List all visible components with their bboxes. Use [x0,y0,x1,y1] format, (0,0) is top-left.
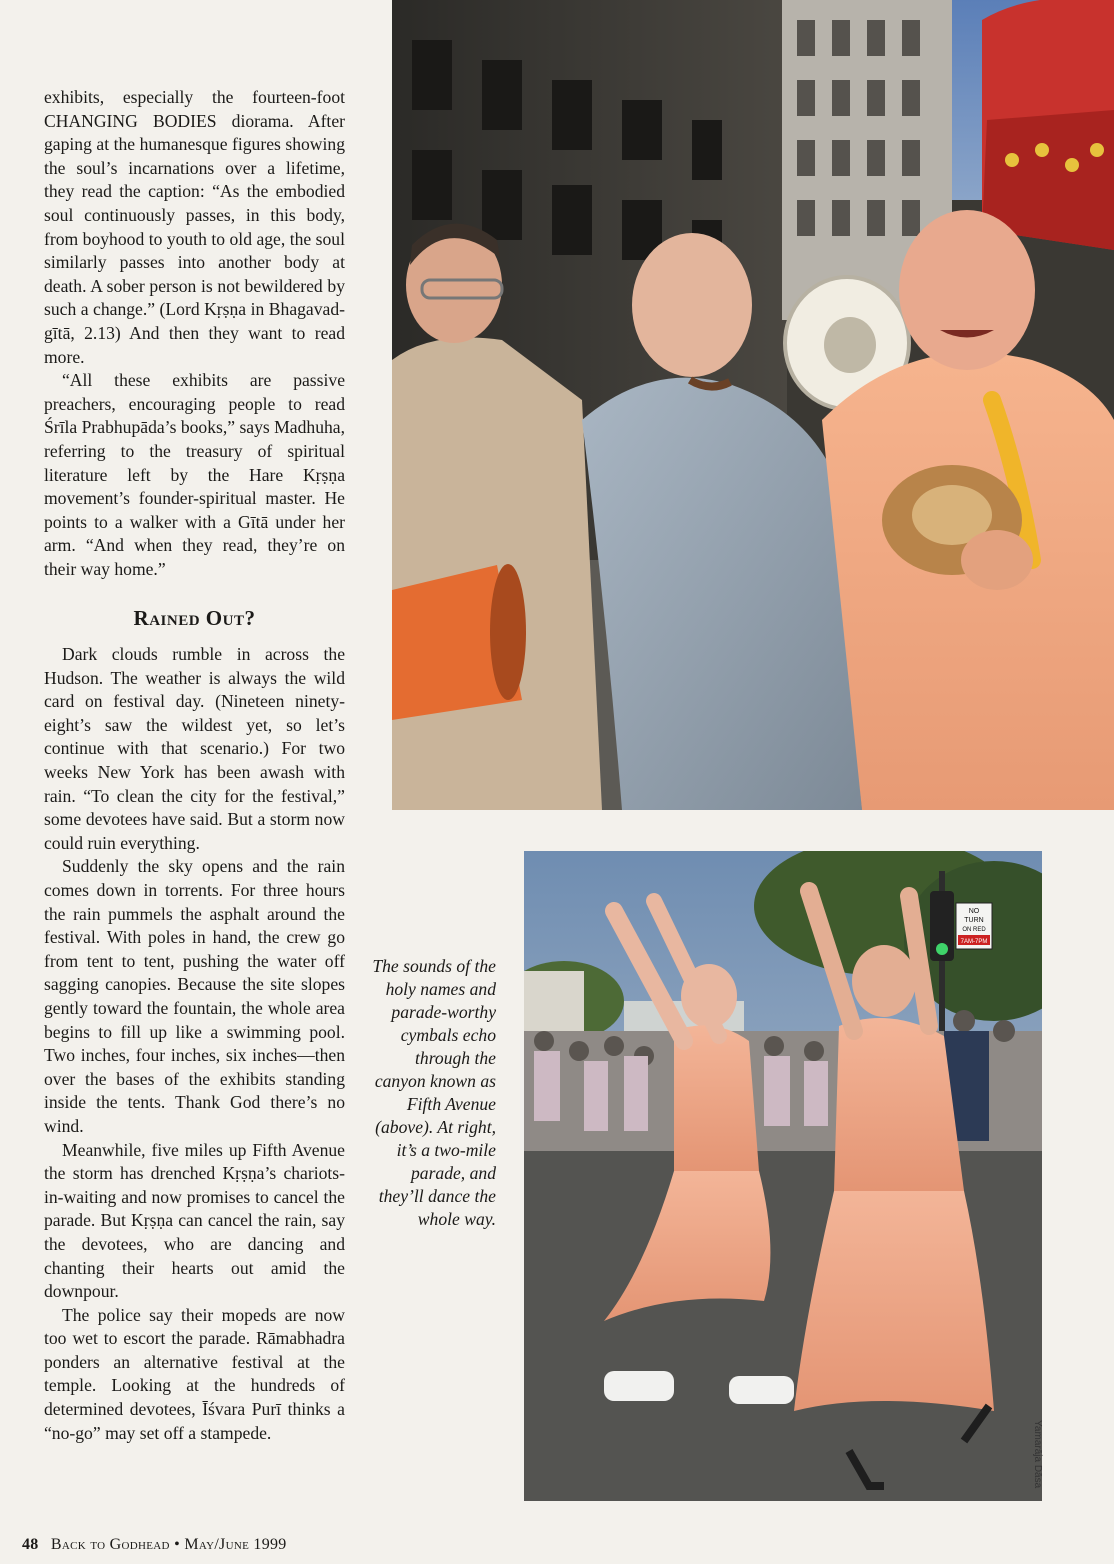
page-number: 48 [22,1536,39,1553]
sign-text: TURN [964,917,984,924]
sign-text: NO [968,908,980,915]
photo-credit: Yamarāja Dāsa [1032,1420,1043,1489]
article-paragraph: Meanwhile, five miles up Fifth Avenue the storm has drenched Kṛṣṇa’s chariots-in-waiting and now promises to cancel the parade. But Kṛṣṇa can cancel the rain, say the devotees, who are dancing and chanting their hearts out amid the downpour. [44,1139,345,1302]
photo-caption: The sounds of the holy names and parade-worthy cymbals echo through the canyon known as Fifth Avenue (above). At right, it’s a two-mile parade, and they’ll dance the whole way. [372,956,496,1229]
article-column [44,86,345,1445]
footer-separator: • [174,1536,180,1553]
article-paragraph: “All these exhibits are passive preachers, encouraging people to read Śrīla Prabhupāda’s books,” says Madhuha, referring to the treasury of spiritual literature left by the Hare Kṛṣṇa movement’s founder-spiritual master. He points to a walker with a Gītā under her arm. “And when they read, they’re on their way home.” [44,370,346,579]
issue-date: May/June 1999 [184,1536,287,1553]
photo-devotees-megaphone [392,0,1114,810]
section-heading: Rained Out? [133,606,256,631]
article-paragraph: Dark clouds rumble in across the Hudson. The weather is always the wild card on festival day. (Nineteen ninety-eight’s saw the wildest yet, so let’s continue with that scenario.) For two weeks New York has been awash with rain. “To clean the city for the festival,” some devotees have said. But a storm now could ruin everything. [44,644,345,853]
no-turn-on-red-sign [956,903,992,949]
article-paragraph: exhibits, especially the fourteen-foot CHANGING BODIES diorama. After gaping at the humanesque figures showing the soul’s incarnations over a lifetime, they read the caption: “As the embodied soul continuously passes, in this body, from boyhood to youth to old age, the soul similarly passes into another body at death. A sober person is not bewildered by such a change.” (Lord Kṛṣṇa in Bhagavad-gītā, 2.13) And then they want to read more. [44,87,345,367]
magazine-title: Back to Godhead [50,1536,170,1553]
photo-dancing-devotees [524,851,1042,1501]
sign-text: ON RED [962,927,986,933]
page-footer [22,1536,287,1554]
sign-text: 7AM-7PM [960,939,988,945]
article-paragraph: The police say their mopeds are now too wet to escort the parade. Rāmabhadra ponders an alternative festival at the temple. Looking at the hundreds of determined devotees, Īśvara Purī thinks a “no-go” may set off a stampede. [44,1304,345,1443]
article-paragraph: Suddenly the sky opens and the rain comes down in torrents. For three hours the rain pummels the asphalt around the festival. With poles in hand, the crew go from tent to tent, pushing the water off sagging canopies. Because the site slopes gently toward the fountain, the whole area begins to fill up like a swimming pool. Two inches, four inches, six inches—then over the bases of the exhibits standing inside the tents. Thank God there’s no wind. [44,856,345,1136]
